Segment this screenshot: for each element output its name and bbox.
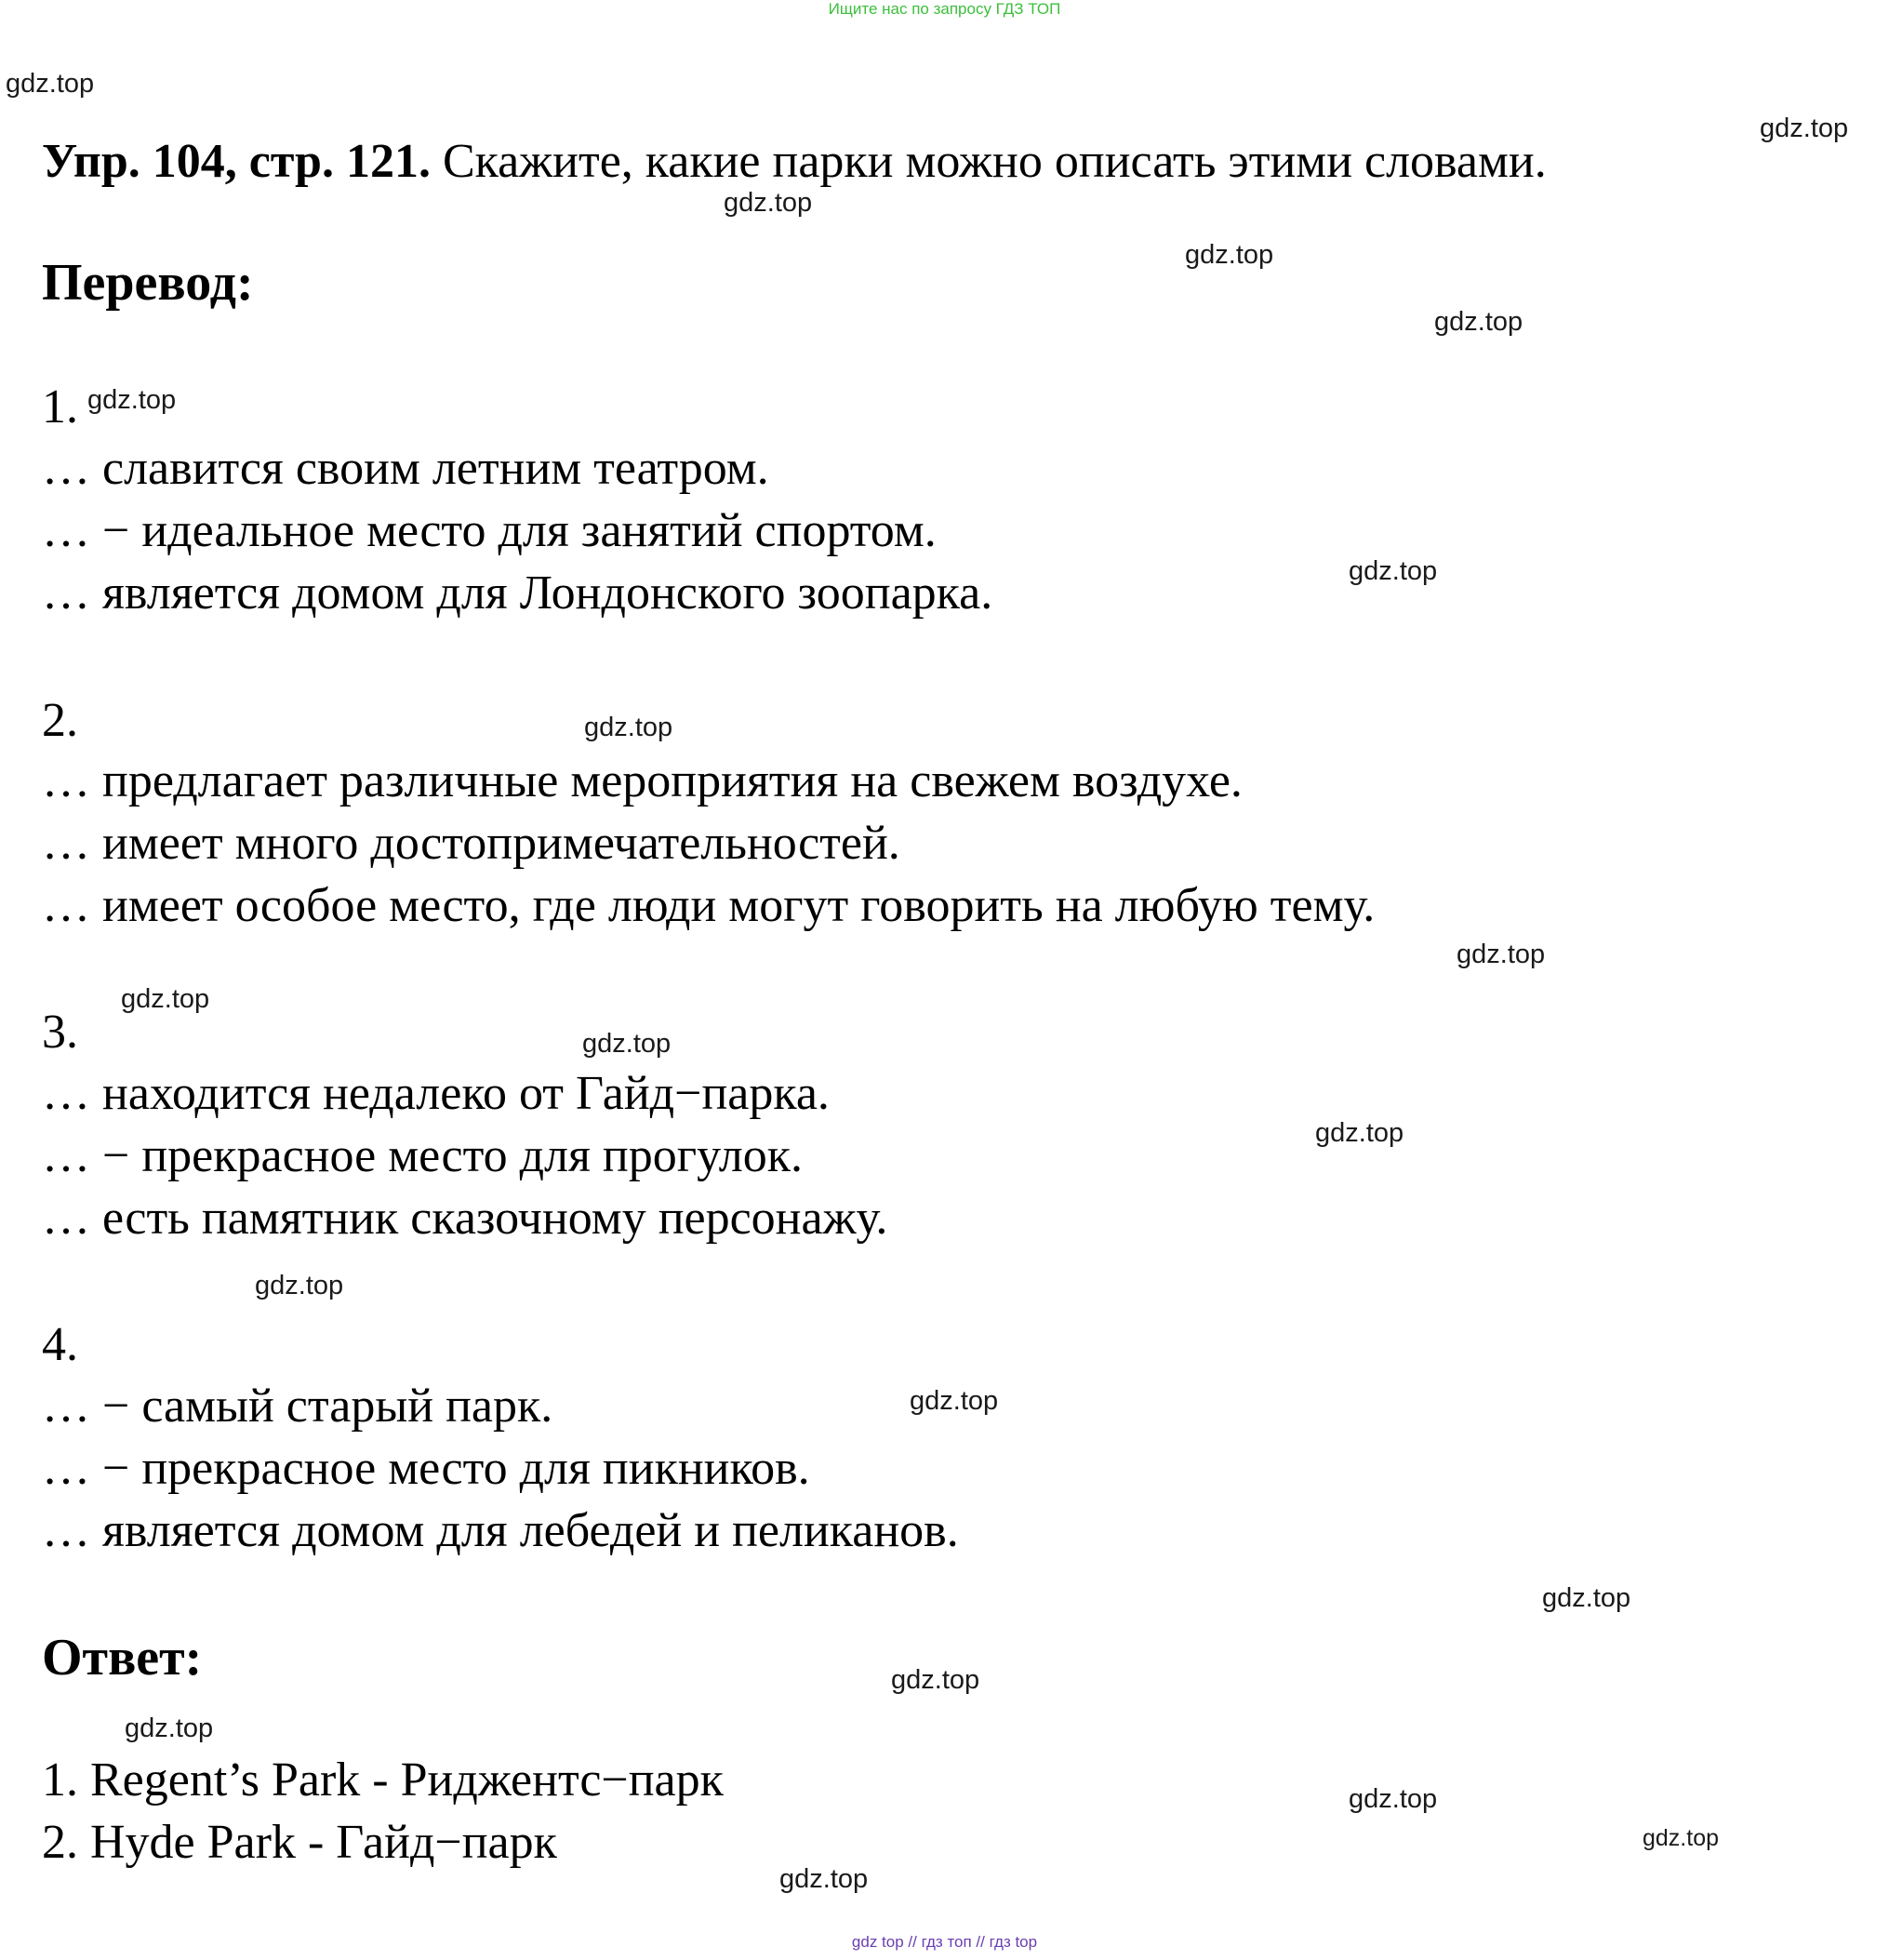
watermark: gdz.top [724,188,813,218]
watermark: gdz.top [255,1271,344,1300]
translation-line: … предлагает различные мероприятия на свежем воздухе. [42,754,1243,807]
watermark: gdz.top [584,713,673,742]
watermark: gdz.top [1349,1784,1438,1814]
exercise-title [42,134,1547,189]
answer-item: 2. Hyde Park - Гайд−парк [42,1816,557,1869]
watermark: gdz.top [891,1665,980,1695]
watermark: gdz.top [1349,556,1438,586]
translation-line: … имеет особое место, где люди могут говорить на любую тему. [42,879,1376,932]
watermark: gdz.top [125,1713,214,1743]
watermark: gdz.top [910,1386,999,1416]
translation-heading: Перевод: [42,254,254,312]
watermark: gdz.top [1434,307,1523,337]
translation-line: … − прекрасное место для пикников. [42,1442,810,1495]
translation-line: … является домом для лебедей и пеликанов. [42,1504,959,1557]
translation-line: … является домом для Лондонского зоопарка. [42,567,993,620]
exercise-number: Упр. 104, стр. 121. [42,135,431,188]
translation-line: … есть памятник сказочному персонажу. [42,1192,888,1245]
translation-line: … имеет много достопримечательностей. [42,817,900,870]
answer-heading: Ответ: [42,1629,203,1687]
exercise-task: Скажите, какие парки можно описать этими словами. [430,135,1547,188]
translation-line: … славится своим летним театром. [42,442,769,495]
translation-line: … − прекрасное место для прогулок. [42,1129,804,1182]
watermark: gdz.top [6,69,95,99]
watermark: gdz.top [1185,240,1274,270]
watermark: gdz.top [87,385,177,415]
watermark: gdz.top [1542,1583,1631,1613]
watermark: gdz.top [779,1864,869,1894]
answer-item: 1. Regent’s Park - Риджентс−парк [42,1753,724,1807]
group-number: 2. [42,694,78,747]
translation-line: … − идеальное место для занятий спортом. [42,504,937,557]
watermark: gdz.top [1315,1118,1404,1148]
top-banner: Ищите нас по запросу ГДЗ ТОП [828,0,1061,18]
translation-line: … находится недалеко от Гайд−парка. [42,1067,830,1120]
bottom-banner: gdz top // гдз топ // гдз top [851,1933,1038,1951]
watermark: gdz.top [1457,940,1546,969]
group-number: 3. [42,1006,78,1059]
watermark: gdz.top [1760,113,1849,143]
group-number: 4. [42,1318,78,1371]
watermark: gdz.top [582,1029,672,1059]
translation-line: … − самый старый парк. [42,1380,553,1433]
group-number: 1. [42,380,78,433]
watermark: gdz.top [1643,1825,1720,1851]
watermark: gdz.top [121,984,210,1014]
